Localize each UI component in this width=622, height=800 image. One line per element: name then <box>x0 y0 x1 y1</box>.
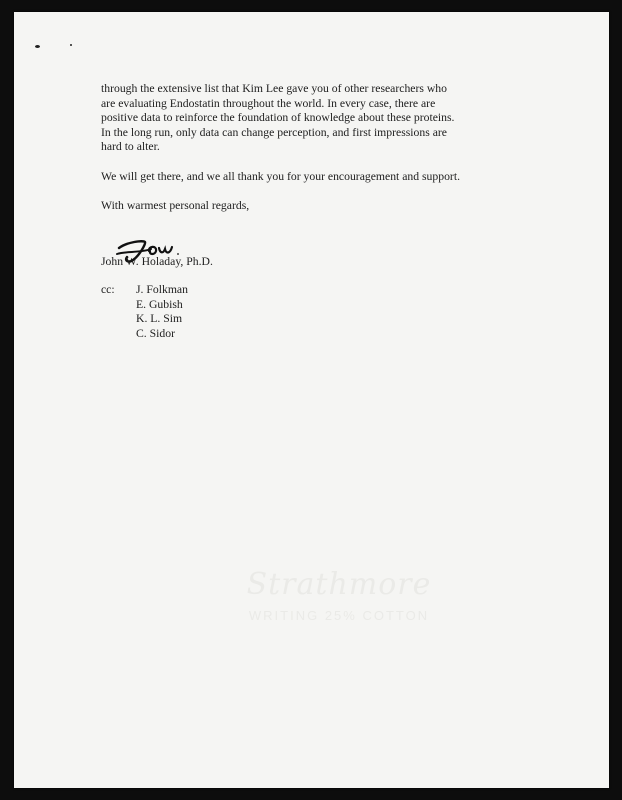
cc-recipient: J. Folkman <box>136 283 188 296</box>
cc-recipient: K. L. Sim <box>136 312 183 326</box>
body-paragraph: through the extensive list that Kim Lee gave you of other researchers who are evaluating Endostatin throughout the world. In every case, there are positive data to reinforce the foundation of knowledge about these proteins. In the long run, only data can change perception, and first impressions are hard to alter. <box>101 82 455 154</box>
letter-body <box>101 82 561 228</box>
ink-speck <box>35 45 40 48</box>
cc-label: cc: <box>101 283 115 296</box>
signature-block <box>101 234 401 278</box>
cc-recipient: E. Gubish <box>136 297 183 311</box>
watermark-script: Strathmore <box>246 567 432 602</box>
paper-watermark <box>209 567 469 623</box>
closing-line: With warmest personal regards, <box>101 198 250 212</box>
signer-name: John W. Holaday, Ph.D. <box>101 255 213 268</box>
cc-recipient: C. Sidor <box>136 326 175 340</box>
cc-list <box>136 283 188 341</box>
letter-page <box>14 12 609 788</box>
watermark-caption: WRITING 25% COTTON <box>248 608 430 623</box>
ink-speck <box>70 44 72 46</box>
body-paragraph: We will get there, and we all thank you for your encouragement and support. <box>101 169 460 183</box>
